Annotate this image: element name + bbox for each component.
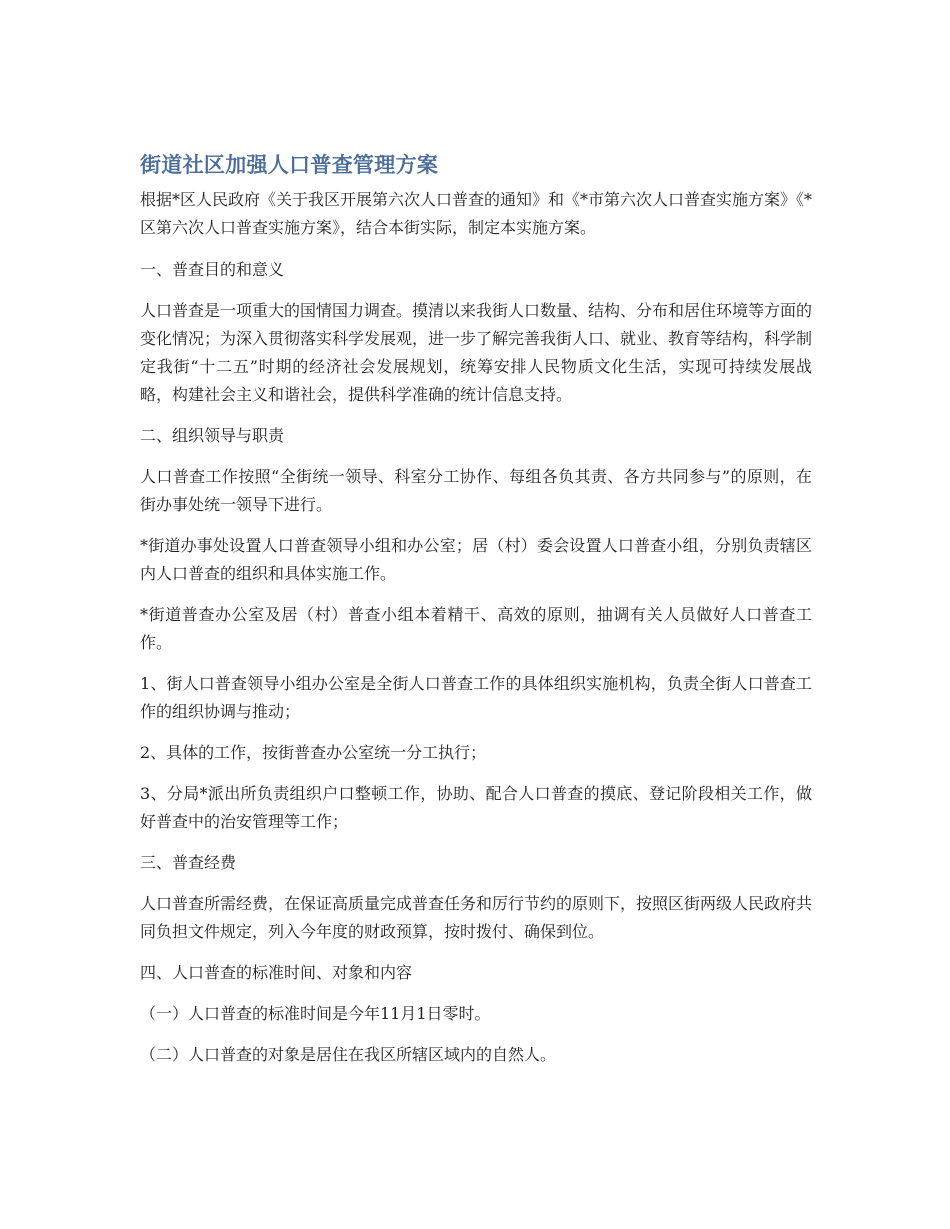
section-3-heading: 三、普查经费: [140, 853, 237, 872]
section-2-heading: 二、组织领导与职责: [140, 426, 285, 445]
section-2-paragraph-1: 人口普查工作按照“全街统一领导、科室分工协作、每组各负其责、各方共同参与”的原则，在街办事处统一领导下进行。: [140, 467, 812, 514]
section-2-item-3: 3、分局*派出所负责组织户口整顿工作，协助、配合人口普查的摸底、登记阶段相关工作，做好普查中的治安管理等工作；: [140, 784, 812, 831]
section-2-item-1: 1、街人口普查领导小组办公室是全街人口普查工作的具体组织实施机构，负责全街人口普查工作的组织协调与推动；: [140, 674, 812, 721]
document-page: [140, 150, 812, 1082]
section-2-paragraph-2: *街道办事处设置人口普查领导小组和办公室；居（村）委会设置人口普查小组，分别负责辖区内人口普查的组织和具体实施工作。: [140, 536, 812, 583]
section-1-heading: 一、普查目的和意义: [140, 260, 285, 279]
section-2-paragraph-3: *街道普查办公室及居（村）普查小组本着精干、高效的原则，抽调有关人员做好人口普查工作。: [140, 605, 812, 652]
intro-paragraph: 根据*区人民政府《关于我区开展第六次人口普查的通知》和《*市第六次人口普查实施方案》《*区第六次人口普查实施方案》，结合本街实际，制定本实施方案。: [140, 190, 813, 237]
section-3-paragraph: 人口普查所需经费，在保证高质量完成普查任务和厉行节约的原则下，按照区街两级人民政府共同负担文件规定，列入今年度的财政预算，按时拨付、确保到位。: [140, 894, 813, 941]
document-title: 街道社区加强人口普查管理方案: [140, 153, 439, 177]
section-4-heading: 四、人口普查的标准时间、对象和内容: [140, 963, 413, 982]
section-4-item-2: （二）人口普查的对象是居住在我区所辖区域内的自然人。: [140, 1045, 557, 1064]
section-1-paragraph: 人口普查是一项重大的国情国力调查。摸清以来我街人口数量、结构、分布和居住环境等方面的变化情况；为深入贯彻落实科学发展观，进一步了解完善我街人口、就业、教育等结构，科学制定我街“十二五”时期的经济社会发展规划，统筹安排人民物质文化生活，实现可持续发展战略，构建社会主义和谐社会，提供科学准确的统计信息支持。: [140, 301, 813, 404]
section-4-item-1: （一）人口普查的标准时间是今年11月1日零时。: [140, 1004, 491, 1023]
section-2-item-2: 2、具体的工作，按街普查办公室统一分工执行；: [140, 743, 487, 762]
